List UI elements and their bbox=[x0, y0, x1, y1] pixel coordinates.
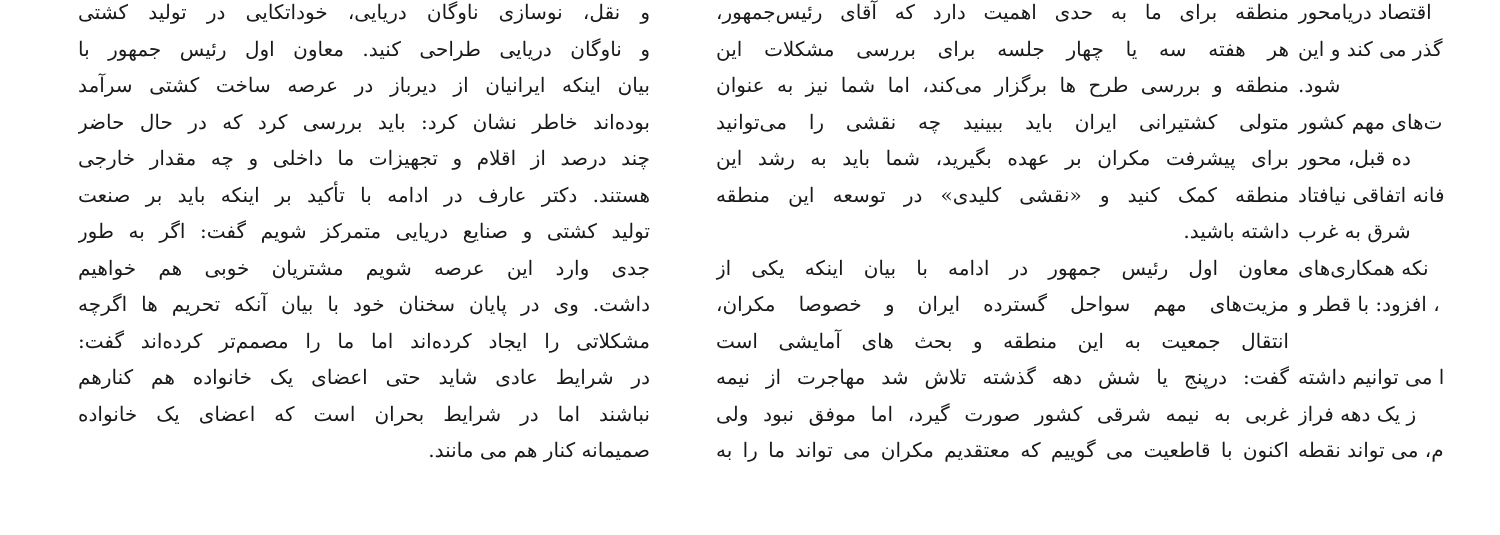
text-line: تولید کشتی و صنایع دریایی متمرکز شویم گفت: اگر به طور bbox=[78, 219, 650, 243]
text-line: شرق به غرب bbox=[1298, 219, 1411, 243]
text-line: ز یک دهه فراز bbox=[1298, 401, 1417, 426]
text-line: ده قبل، محور bbox=[1298, 146, 1411, 170]
text-line: برای پیشرفت مکران بر عهده بگیرید، شما باید به رشد این bbox=[716, 146, 1289, 170]
text-line: ، افزود: با قطر و bbox=[1298, 292, 1440, 316]
text-line: منطقه کمک کنید و «نقشی کلیدی» در توسعه این منطقه bbox=[716, 182, 1289, 207]
text-line: م، می تواند نقطه bbox=[1298, 438, 1444, 462]
text-line: مشکلاتی را ایجاد کرده‌اند اما ما را مصمم‌تر کرده‌اند گفت: bbox=[78, 328, 650, 353]
text-line: انتقال جمعیت به این منطقه و بحث های آمایشی است bbox=[716, 328, 1289, 353]
text-line: منطقه برای ما به حدی اهمیت دارد که آقای رئیس‌جمهور، bbox=[716, 0, 1289, 24]
text-line: مزیت‌های مهم سواحل گسترده ایران و خصوصا مکران، bbox=[716, 292, 1289, 316]
text-line: گذر می کند و این bbox=[1298, 36, 1443, 61]
text-line: بوده‌اند خاطر نشان کرد: باید بررسی کرد که در حال حاضر bbox=[78, 109, 650, 134]
text-line: چند درصد از اقلام و تجهیزات ما داخلی و چه مقدار خارجی bbox=[78, 146, 650, 170]
text-line: گفت: درپنج یا شش دهه گذشته تلاش شد مهاجرت از نیمه bbox=[716, 365, 1289, 389]
text-line: داشته باشید. bbox=[1183, 219, 1289, 243]
text-line: اقتصاد دریامحور bbox=[1298, 0, 1432, 24]
text-line: معاون اول رئیس جمهور در ادامه با بیان اینکه یکی از bbox=[716, 255, 1289, 280]
text-line: فانه اتفاقی نیافتاد bbox=[1298, 182, 1445, 207]
text-line: جدی وارد این عرصه شویم مشتریان خوبی هم خواهیم bbox=[78, 255, 650, 280]
text-line: نباشند اما در شرایط بحران است که اعضای یک خانواده bbox=[78, 401, 650, 426]
text-line bbox=[1298, 323, 1500, 360]
text-line: شود. bbox=[1298, 73, 1341, 97]
text-line: منطقه و بررسی طرح ها برگزار می‌کند، اما شما نیز به عنوان bbox=[716, 73, 1289, 97]
article-column-left bbox=[78, 0, 650, 535]
text-line: ا می توانیم داشته bbox=[1298, 365, 1445, 389]
text-line: اکنون با قاطعیت می گوییم که معتقدیم مکران می تواند ما را به bbox=[716, 438, 1289, 462]
text-line: در شرایط عادی شاید حتی اعضای یک خانواده هم کنارهم bbox=[78, 365, 650, 389]
text-line: نکه همکاری‌های bbox=[1298, 255, 1429, 280]
text-line: غربی به نیمه شرقی کشور صورت گیرد، اما موفق نبود ولی bbox=[716, 401, 1289, 426]
text-line: داشت. وی در پایان سخنان خود با بیان آنکه تحریم ها اگرچه bbox=[78, 292, 650, 316]
text-line: ت‌های مهم کشور bbox=[1298, 109, 1443, 134]
article-column-middle bbox=[716, 0, 1289, 535]
text-line: و ناوگان دریایی طراحی کنید. معاون اول رئیس جمهور با bbox=[78, 36, 650, 61]
text-line: متولی کشتیرانی ایران باید ببینید چه نقشی را می‌توانید bbox=[716, 109, 1289, 134]
article-column-right-cropped bbox=[1298, 0, 1500, 535]
text-line: و نقل، نوسازی ناوگان دریایی، خوداتکایی در تولید کشتی bbox=[78, 0, 650, 24]
text-line: هر هفته سه یا چهار جلسه برای بررسی مشکلات این bbox=[716, 36, 1289, 61]
text-line: بیان اینکه ایرانیان از دیرباز در عرصه ساخت کشتی سرآمد bbox=[78, 73, 650, 97]
text-line: صمیمانه کنار هم می مانند. bbox=[428, 438, 650, 462]
text-line: هستند. دکتر عارف در ادامه با تأکید بر اینکه باید بر صنعت bbox=[78, 182, 650, 207]
